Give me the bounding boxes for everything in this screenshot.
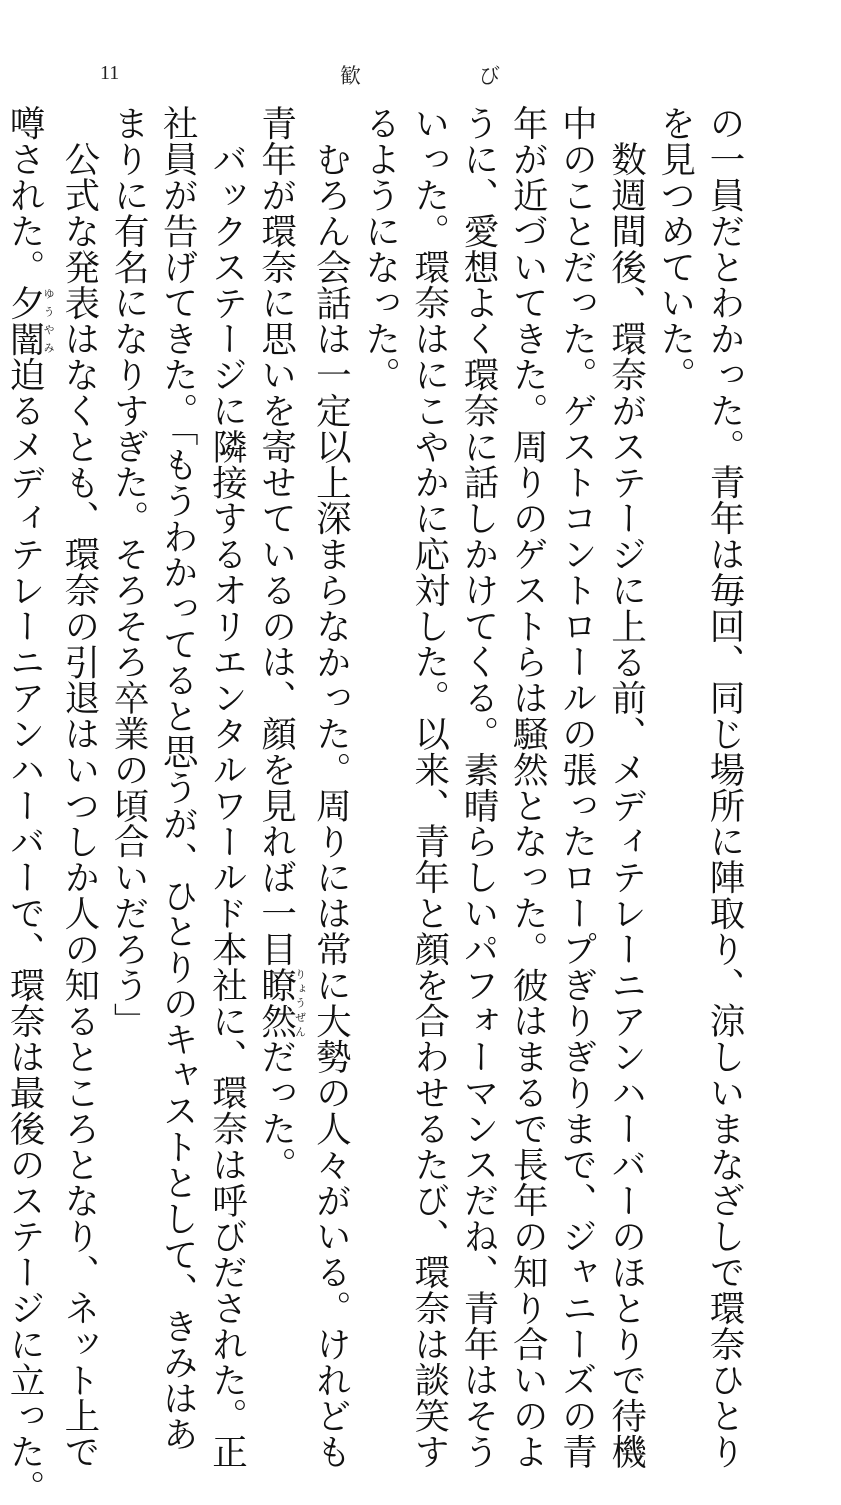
text-line: を見つめていた。 xyxy=(654,105,696,393)
text-line: 社員が告げてきた。「もうわかってると思うが、ひとりのキャストとして、きみはあ xyxy=(157,105,199,1452)
ruby-reading: りょうぜん xyxy=(293,966,307,1039)
text-line: の一員だとわかった。青年は毎回、同じ場所に陣取り、涼しいまなざしで環奈ひとり xyxy=(704,105,745,1470)
text-line: むろん会話は一定以上深まらなかった。周りには常に大勢の人々がいる。けれども xyxy=(310,140,352,1469)
text-line: まりに有名になりすぎた。そろそろ卒業の頃合いだろう」 xyxy=(108,105,150,1039)
body-text xyxy=(0,105,749,1505)
text-line-with-ruby xyxy=(251,105,307,1183)
text-line: 年が近づいてきた。周りのゲストらは騒然となった。彼はまるで長年の知り合いのよ xyxy=(507,105,549,1470)
text-segment: 迫るメディテレーニアンハーバーで、環奈は最後のステージに立った。 xyxy=(4,356,46,1505)
ruby-word xyxy=(4,284,56,357)
text-line: 中のことだった。ゲストコントロールの張ったロープぎりぎりまで、ジャニーズの青 xyxy=(556,105,598,1470)
ruby-word xyxy=(255,966,307,1039)
ruby-base: 瞭然 xyxy=(255,966,297,1039)
text-line: バックステージに隣接するオリエンタルワールド本社に、環奈は呼びだされた。正 xyxy=(206,140,248,1469)
text-line: いった。環奈はにこやかに応対した。以来、青年と顔を合わせるたび、環奈は談笑す xyxy=(408,105,450,1470)
text-segment: だった。 xyxy=(255,1038,297,1183)
text-segment: 青年が環奈に思いを寄せているのは、顔を見れば一目 xyxy=(255,105,297,967)
page-number: 11 xyxy=(100,62,120,84)
running-head-right: び xyxy=(479,64,500,88)
text-line-with-ruby xyxy=(0,105,56,1505)
text-segment: 噂された。 xyxy=(4,105,46,285)
text-line: 数週間後、環奈がステージに上る前、メディテレーニアンハーバーのほとりで待機 xyxy=(605,140,647,1469)
text-line: うに、愛想よく環奈に話しかけてくる。素晴らしいパフォーマンスだね、青年はそう xyxy=(457,105,499,1470)
text-line: 公式な発表はなくとも、環奈の引退はいつしか人の知るところとなり、ネット上で xyxy=(58,140,100,1469)
ruby-reading: ゆうやみ xyxy=(42,284,56,357)
text-line: るようになった。 xyxy=(359,105,401,393)
running-head-left: 歓 xyxy=(340,64,361,88)
ruby-base: 夕闇 xyxy=(4,284,46,357)
running-head xyxy=(340,60,500,90)
